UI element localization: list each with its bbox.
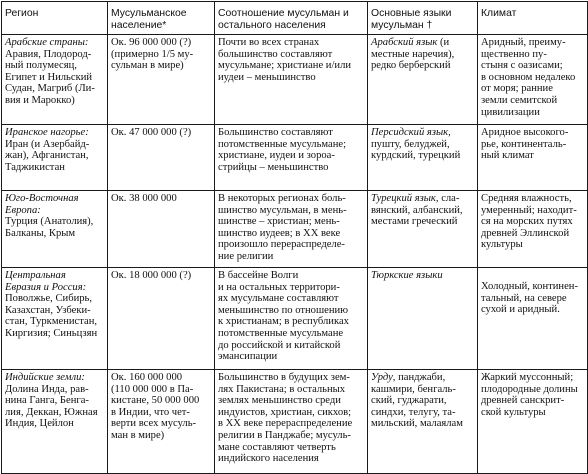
ratio-line: мусульмане; христиане и/или [218, 60, 352, 72]
region-line: вия и Марокко) [5, 94, 75, 106]
ratio-line: произошло перераспределе- [218, 239, 345, 251]
population-line: Ок. 38 000 000 [111, 193, 177, 204]
ratio-line: большинство составляют [218, 48, 333, 60]
table-row [2, 268, 588, 370]
region-cell [2, 268, 108, 370]
climate-line: рье, континенталь- [481, 138, 567, 150]
region-title: Арабские страны: [5, 37, 89, 48]
climate-line: умеренный; находит- [481, 204, 577, 216]
population-line: Ок. 18 000 000 (?) [111, 270, 192, 281]
climate-cell [478, 125, 588, 191]
language-main: Турецкий язык, [371, 193, 439, 204]
ratio-line: религии в Панджабе; мусуль- [218, 429, 351, 441]
ratio-line: Большинство составляют [218, 127, 333, 138]
ratio-line: в XX веке перераспределение [218, 418, 353, 430]
ratio-line: мане составляют четверть [218, 441, 336, 453]
population-line: ман в мире) [111, 429, 165, 441]
region-title: Юго-Восточная Европа: [5, 193, 79, 216]
population-line: кистане, 50 000 000 [111, 395, 200, 407]
header-region: Регион [2, 2, 108, 35]
region-title: Индийские земли: [5, 372, 85, 383]
language-line: местные наречия), [371, 48, 455, 60]
climate-line: Аридное высокого- [481, 127, 569, 138]
language-line: ский, гуджарати, [371, 395, 447, 407]
region-line: Балканы, Крым [5, 227, 76, 239]
climate-line: культуры [481, 239, 523, 251]
ratio-line: эмансипации [218, 351, 278, 363]
ratio-cell [215, 125, 368, 191]
header-row [2, 2, 588, 35]
region-line: Турция (Анатолия), [5, 216, 94, 228]
region-line: Киргизия; Синьцзян [5, 327, 98, 339]
population-line: Ок. 160 000 000 [111, 372, 183, 383]
ratio-line: В бассейне Волги [218, 270, 299, 281]
language-line: кашмири, бенгаль- [371, 383, 456, 395]
language-line: , панджаби, [392, 372, 446, 383]
language-line: местами греческий [371, 216, 458, 228]
climate-line: ся на морских путях [481, 216, 573, 228]
ratio-line: Почти во всех странах [218, 37, 320, 48]
climate-cell [478, 191, 588, 268]
ratio-line: шинство мусульман, в мень- [218, 204, 347, 216]
region-line: нина Ганга, Бенга- [5, 395, 89, 407]
climate-line: стыня с оазисами; [481, 60, 563, 72]
population-line: Ок. 47 000 000 (?) [111, 127, 192, 138]
header-languages: Основные языки мусульман † [368, 2, 478, 35]
population-cell [108, 191, 215, 268]
region-line: Иран (и Азербайд- [5, 138, 90, 150]
region-cell [2, 35, 108, 125]
languages-cell [368, 125, 478, 191]
table-row [2, 370, 588, 474]
region-line: лия, Деккан, Южная [5, 406, 98, 418]
climate-line: Жаркий муссонный; [481, 372, 574, 383]
climate-line: ской культуры [481, 406, 546, 418]
language-line: синдхи, телугу, та- [371, 406, 456, 418]
header-climate: Климат [478, 2, 588, 35]
ratio-line: индийского населения [218, 453, 319, 465]
ratio-line: меньшинство по отношению [218, 304, 349, 316]
ratio-cell [215, 191, 368, 268]
climate-line: Средняя влажность, [481, 193, 572, 204]
language-line: пушту, белуджей, [371, 138, 450, 150]
region-line: Долина Инда, рав- [5, 383, 89, 395]
climate-line: в основном недалеко [481, 71, 576, 83]
ratio-line: шинство иудеев; в XX веке [218, 227, 341, 239]
climate-line: Аридный, преиму- [481, 37, 566, 48]
region-line: ный полумесяц, [5, 60, 77, 72]
ratio-line: и на остальных территори- [218, 281, 340, 293]
language-line: редко берберский [371, 60, 451, 72]
ratio-line: ях мусульмане составляют [218, 293, 339, 305]
climate-cell [478, 268, 588, 370]
language-line: (и [437, 37, 450, 48]
ratio-line: потомственные мусульмане; [218, 138, 347, 150]
language-main: Арабский язык [371, 37, 438, 48]
languages-cell [368, 268, 478, 370]
language-main: Тюркские языки [371, 270, 443, 281]
population-cell [108, 370, 215, 474]
ratio-line: В некоторых регионах боль- [218, 193, 346, 204]
climate-line: сухой и аридный. [481, 304, 560, 316]
language-line: вянский, албанский, [371, 204, 463, 216]
ratio-cell [215, 268, 368, 370]
region-line: Поволжье, Сибирь, [5, 293, 93, 305]
climate-line: древней Эллинской [481, 227, 570, 239]
table-row [2, 125, 588, 191]
region-line: Аравия, Плодород- [5, 48, 92, 60]
ratio-line: землях меньшинство среди [218, 395, 341, 407]
climate-cell [478, 35, 588, 125]
climate-line: плодородные долины [481, 383, 578, 395]
region-cell [2, 125, 108, 191]
population-line: верти всех мусуль- [111, 418, 197, 430]
region-line: Таджикистан [5, 161, 65, 173]
ratio-line: Большинство в будущих зем- [218, 372, 350, 383]
region-line: Казахстан, Узбеки- [5, 304, 91, 316]
ratio-line: индуистов, христиан, сикхов; [218, 406, 352, 418]
language-main: Персидский язык, [371, 127, 451, 138]
comparison-table [1, 1, 588, 474]
population-line: (110 000 000 в Па- [111, 383, 194, 395]
ratio-line: стрийцы – меньшинство [218, 161, 329, 173]
region-cell [2, 370, 108, 474]
languages-cell [368, 35, 478, 125]
table-row [2, 35, 588, 125]
header-ratio: Соотношение мусульман и остального населения [215, 2, 368, 35]
ratio-line: до российской и китайской [218, 339, 341, 351]
language-line: сла- [441, 193, 460, 204]
climate-cell [478, 370, 588, 474]
ratio-line: иудеи – меньшинство [218, 71, 316, 83]
climate-line: земли семитской [481, 94, 558, 106]
language-line: мильский, малаялам [371, 418, 463, 430]
language-main: Урду [371, 372, 393, 383]
region-line: стан, Туркменистан, [5, 316, 98, 328]
climate-line: тальный, на севере [481, 292, 567, 304]
ratio-line: к христианам; в республиках [218, 316, 349, 328]
ratio-line: христиане, иудеи и зороа- [218, 150, 335, 162]
region-line: Судан, Магриб (Ли- [5, 83, 95, 95]
region-line: Египет и Нильский [5, 71, 93, 83]
population-line: в Индии, что чет- [111, 406, 190, 418]
population-line: Ок. 96 000 000 (?) [111, 37, 192, 48]
region-title: Центральная Евразия и Россия: [5, 270, 87, 293]
region-title: Иранское нагорье: [5, 127, 89, 138]
population-cell [108, 35, 215, 125]
ratio-cell [215, 370, 368, 474]
header-population: Мусульманское население* [108, 2, 215, 35]
ratio-line: шинстве – христиан; мень- [218, 216, 340, 228]
ratio-line: лях Пакистана; в остальных [218, 383, 346, 395]
ratio-cell [215, 35, 368, 125]
region-line: жан), Афганистан, [5, 150, 89, 162]
climate-line: щественно пу- [481, 48, 547, 60]
climate-line: древней санскрит- [481, 395, 565, 407]
table-row [2, 191, 588, 268]
climate-line: Холодный, континен- [481, 281, 579, 292]
population-line: сульман в мире) [111, 60, 184, 72]
climate-line: от моря; ранние [481, 83, 553, 95]
languages-cell [368, 191, 478, 268]
languages-cell [368, 370, 478, 474]
population-cell [108, 125, 215, 191]
population-cell [108, 268, 215, 370]
ratio-line: ние религии [218, 250, 274, 262]
climate-line: ный климат [481, 150, 534, 162]
population-line: (примерно 1/5 му- [111, 48, 194, 60]
region-line: Индия, Цейлон [5, 418, 74, 430]
region-cell [2, 191, 108, 268]
ratio-line: потомственные мусульмане [218, 327, 344, 339]
climate-line: цивилизации [481, 106, 540, 118]
language-line: курдский, турецкий [371, 150, 461, 162]
